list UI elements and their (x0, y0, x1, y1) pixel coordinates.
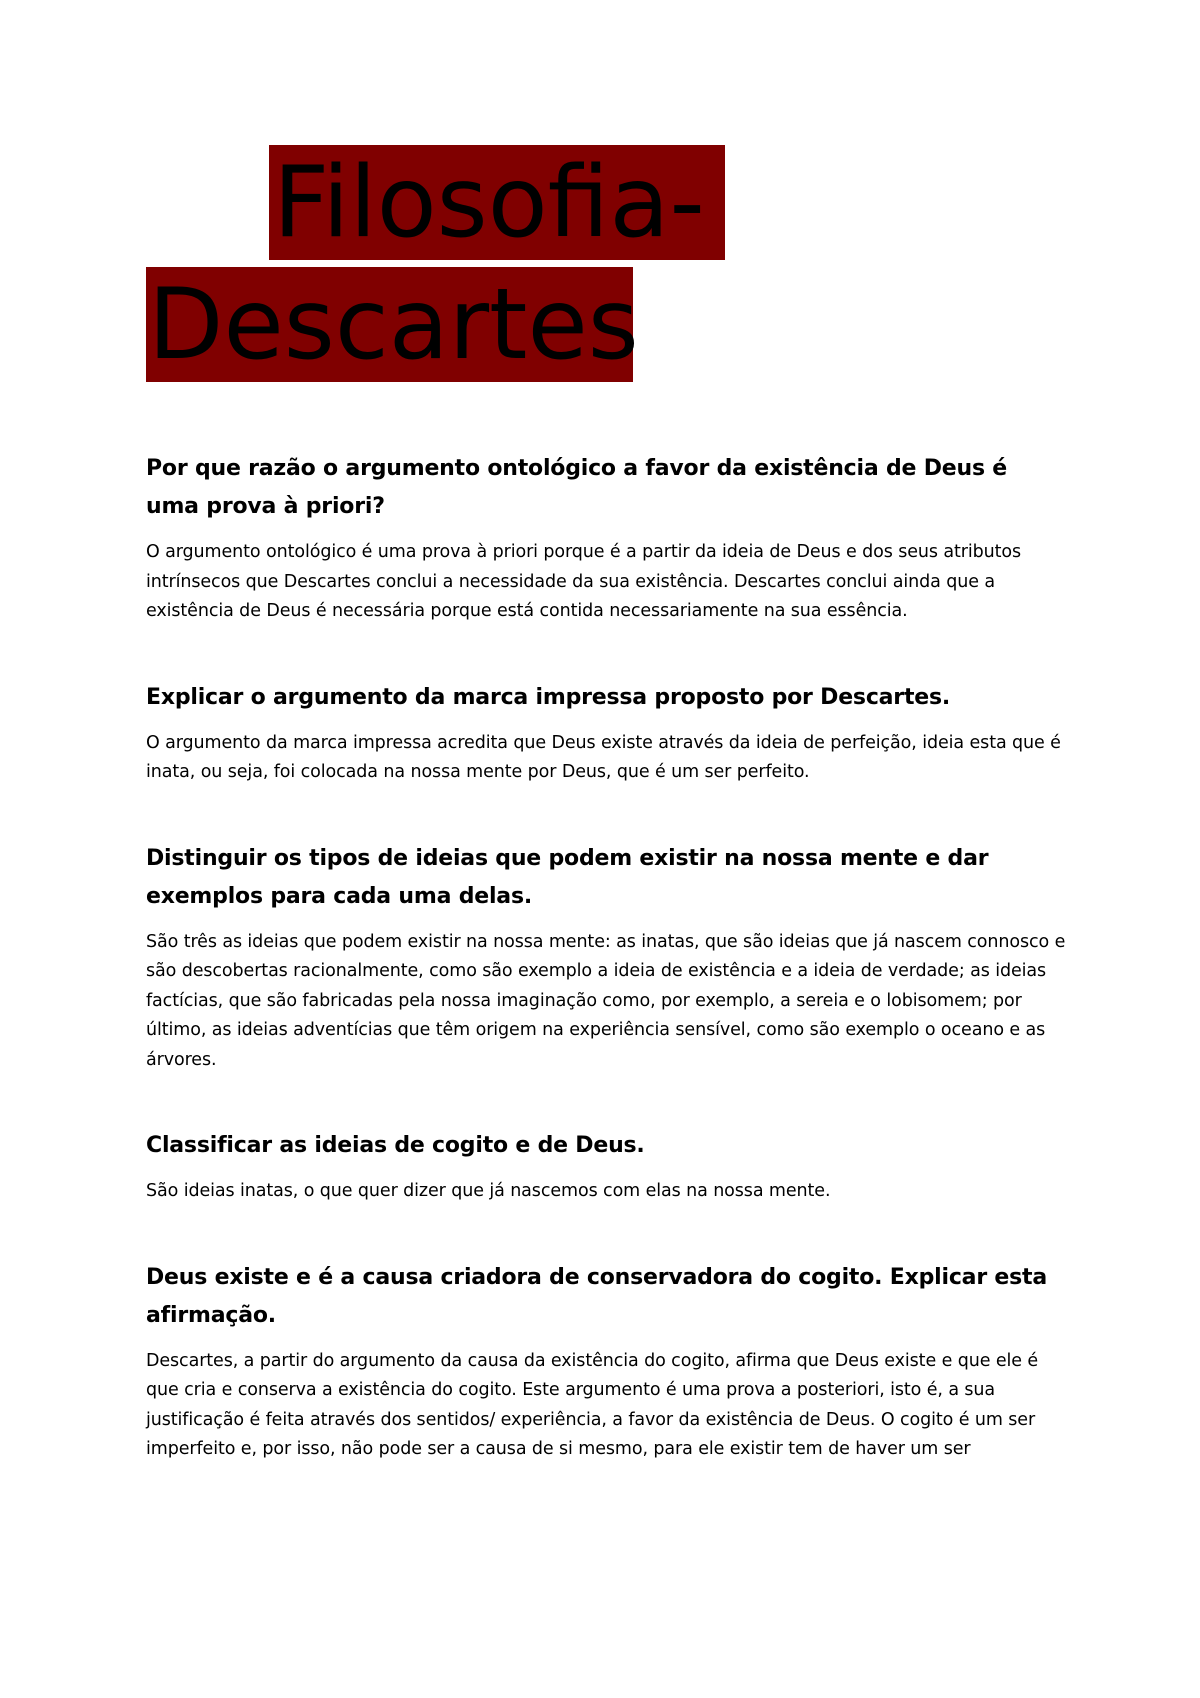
section-paragraph: O argumento da marca impressa acredita que Deus existe através da ideia de perfeição, ideia esta que é inata, ou seja, foi colocada na nossa mente por Deus, que é um ser perfeito. (146, 732, 1061, 782)
section-heading: Por que razão o argumento ontológico a favor da existência de Deus é uma prova à priori? (146, 456, 1008, 519)
section-paragraph: São ideias inatas, o que quer dizer que já nascemos com elas na nossa mente. (146, 1181, 831, 1201)
document-body (146, 450, 1066, 1465)
title-line-2: Descartes (148, 268, 639, 382)
section-heading: Classificar as ideias de cogito e de Deus. (146, 1133, 645, 1158)
section-heading: Deus existe e é a causa criadora de conservadora do cogito. Explicar esta afirmação. (146, 1264, 1047, 1328)
section-types-of-ideas (146, 840, 1066, 1076)
title-line-1: Filosofia- (269, 145, 725, 260)
section-trademark-argument (146, 679, 1066, 788)
section-paragraph: Descartes, a partir do argumento da causa da existência do cogito, afirma que Deus existe e que ele é que cria e conserva a existência do cogito. Este argumento é uma prova a posteriori, isto é, a sua justificação é feita através dos sentidos/ experiência, a favor da existência de Deus. O cogito é um ser imperfeito e, por isso, não pode ser a causa de si mesmo, para ele existir tem de haver um ser (146, 1350, 1039, 1459)
section-classify-ideas (146, 1127, 1066, 1207)
section-paragraph: O argumento ontológico é uma prova à priori porque é a partir da ideia de Deus e dos seus atributos intrínsecos que Descartes conclui a necessidade da sua existência. Descartes conclui ainda que a existência de Deus é necessária porque está contida necessariamente na sua essência. (146, 542, 1021, 621)
section-heading: Distinguir os tipos de ideias que podem existir na nossa mente e dar exemplos para cada uma delas. (146, 845, 989, 909)
section-heading: Explicar o argumento da marca impressa proposto por Descartes. (146, 684, 951, 710)
section-god-cause-of-cogito (146, 1259, 1066, 1465)
section-ontological-argument (146, 450, 1066, 627)
section-paragraph: São três as ideias que podem existir na nossa mente: as inatas, que são ideias que já nascem connosco e são descobertas racionalmente, como são exemplo a ideia de existência e a ideia de verdade; as ideias factícias, que são fabricadas pela nossa imaginação como, por exemplo, a sereia e o lobisomem; por último, as ideias adventícias que têm origem na experiência sensível, como são exemplo o oceano e as árvores. (146, 931, 1066, 1070)
